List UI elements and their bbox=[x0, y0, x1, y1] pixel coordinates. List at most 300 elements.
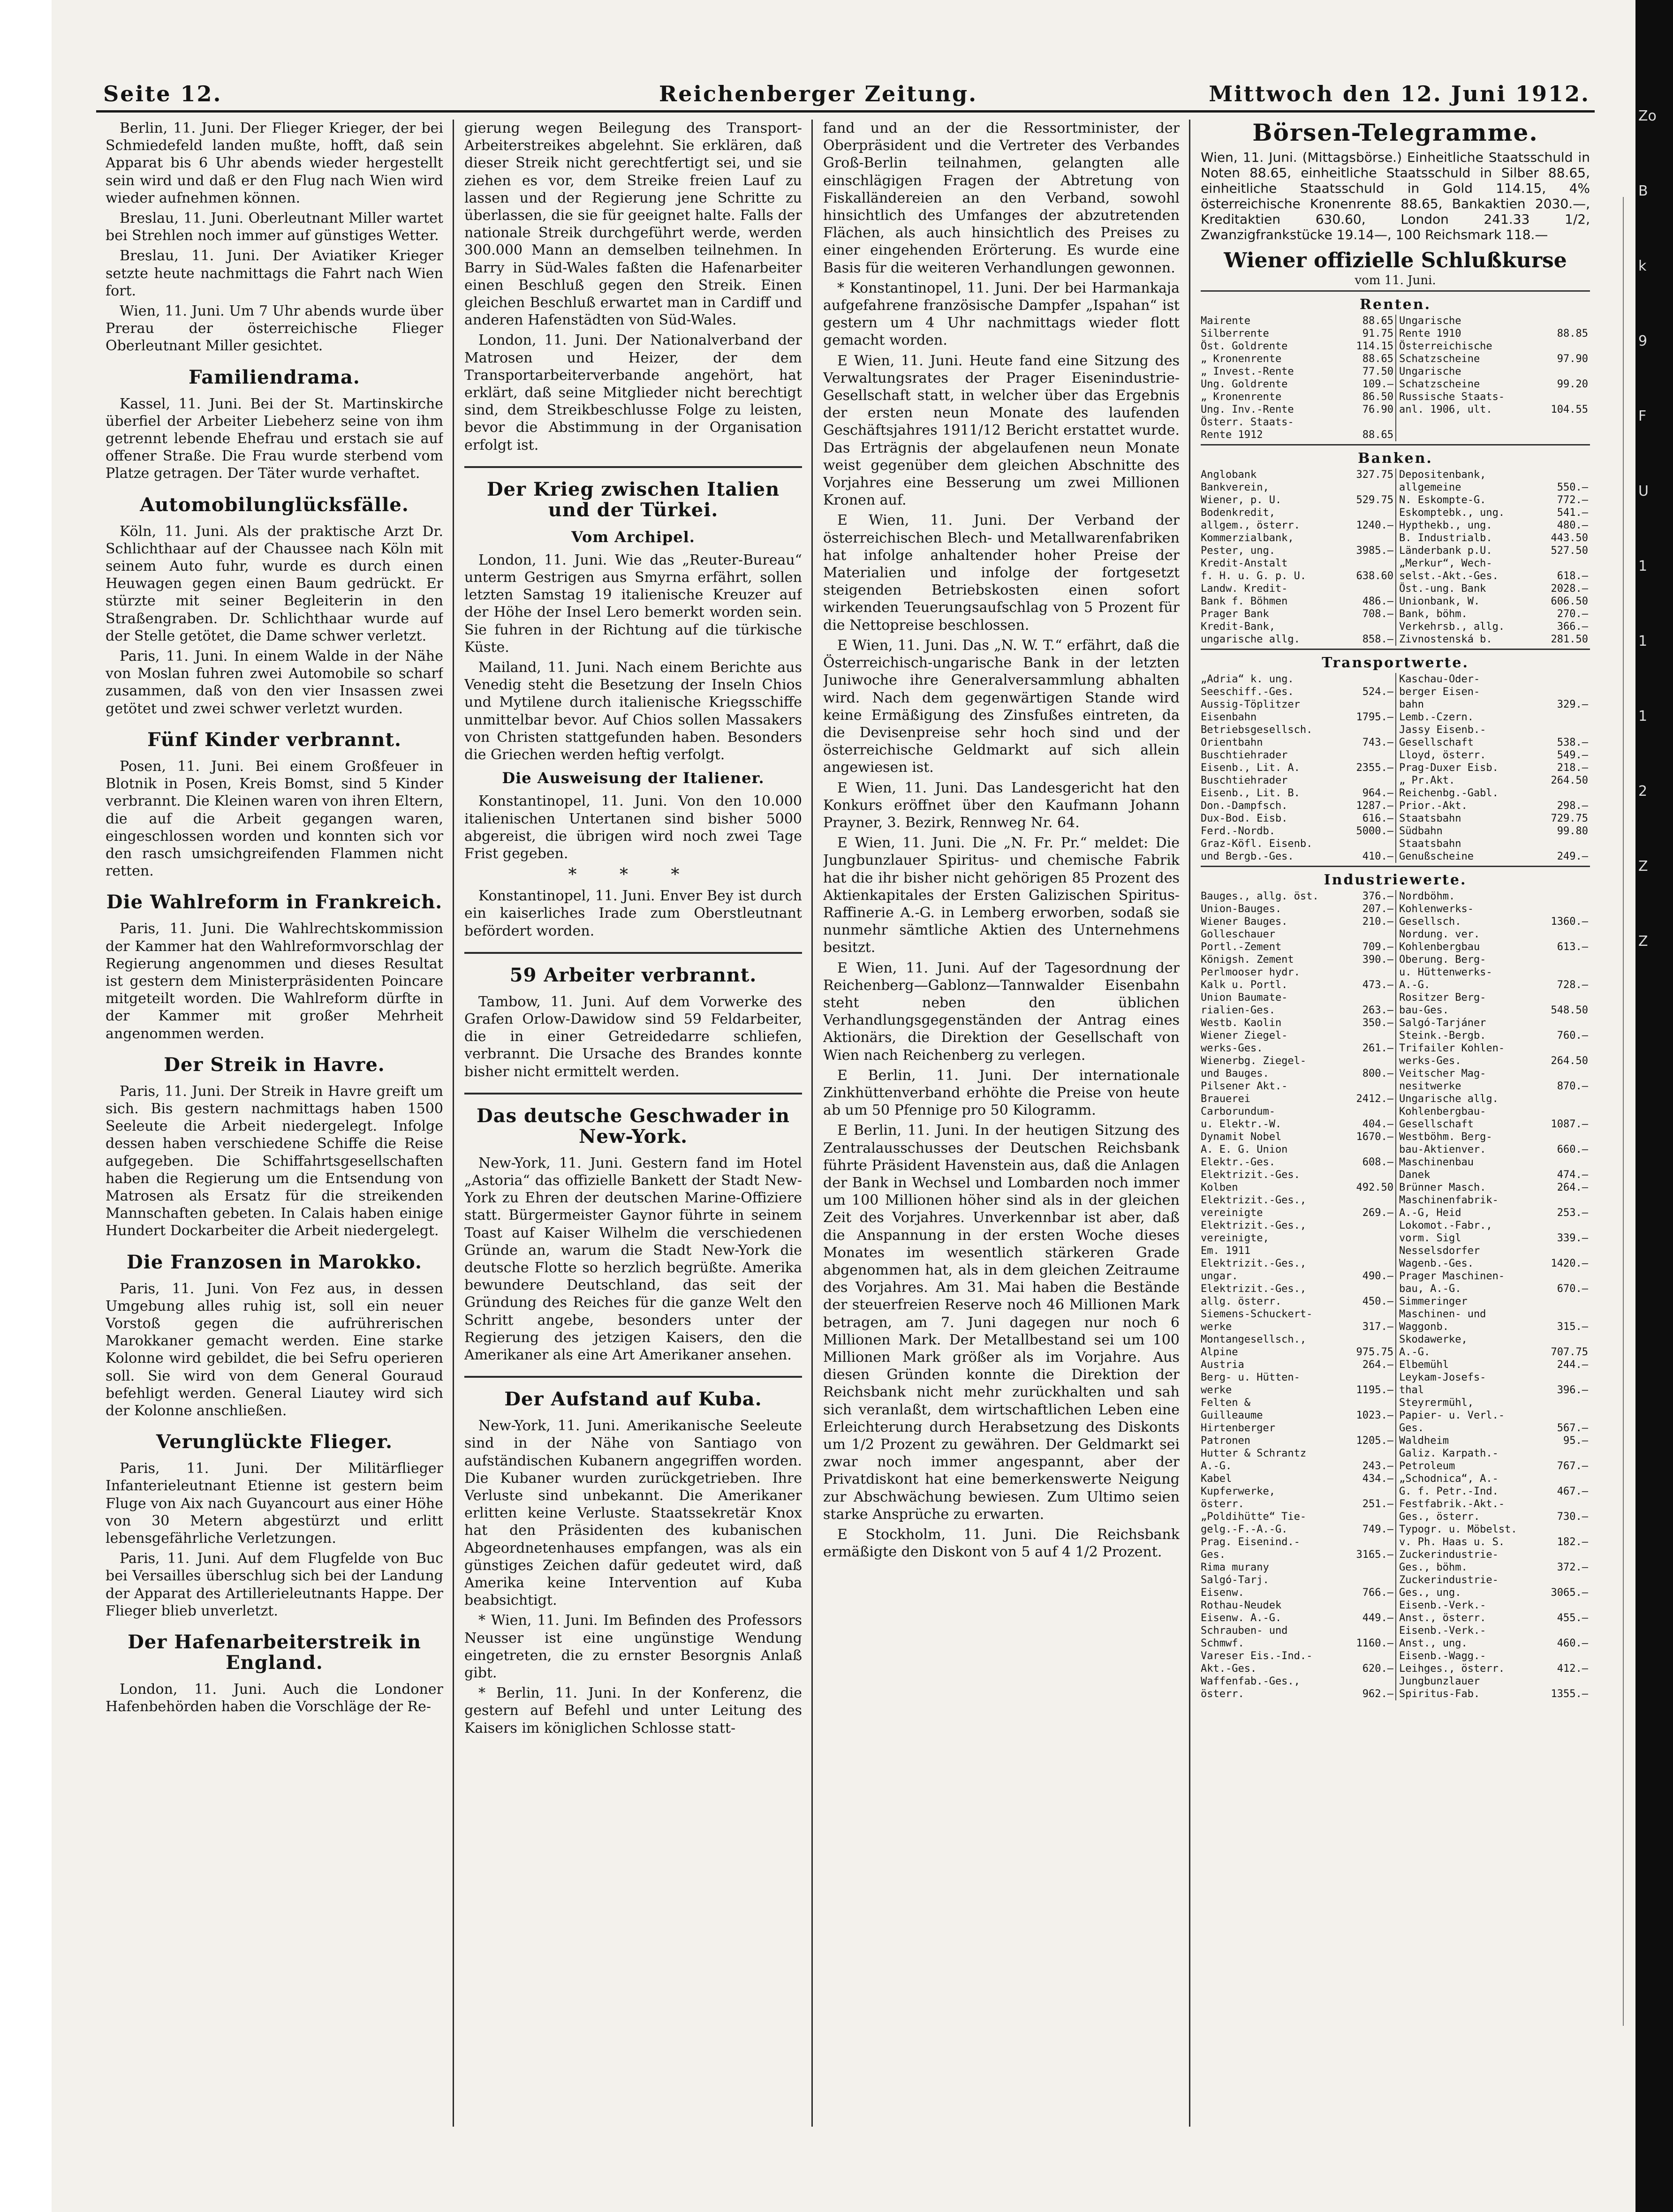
security-price: 270.— bbox=[1557, 608, 1588, 620]
security-price bbox=[1585, 391, 1588, 403]
security-name: Petroleum bbox=[1399, 1460, 1455, 1472]
security-price bbox=[1585, 1219, 1588, 1232]
quote-row bbox=[1399, 1409, 1588, 1422]
midday-exchange-report: Wien, 11. Juni. (Mittagsbörse.) Einheitliche Staatsschuld in Noten 88.65, einheitliche Staatsschuld in Silber 88.65, einheitliche Staatsschuld in Gold 114.15, 4% österreichische Kronenrente 88.65, Bankaktien 2030.—, Kreditaktien 630.60, London 241.33 1/2, Zwanzigfrankstücke 19.14—, 100 Reichsmark 118.— bbox=[1201, 150, 1590, 242]
security-name: Ges., böhm. bbox=[1399, 1562, 1468, 1573]
quote-row bbox=[1399, 582, 1588, 595]
security-price bbox=[1391, 506, 1393, 519]
security-price bbox=[1391, 416, 1393, 429]
quote-row bbox=[1201, 1029, 1393, 1042]
security-name: bau-Aktienver. bbox=[1399, 1144, 1486, 1155]
quote-row bbox=[1201, 570, 1393, 582]
column-2 bbox=[464, 120, 802, 2136]
quote-row bbox=[1399, 1447, 1588, 1460]
quote-row bbox=[1399, 749, 1588, 762]
quote-row bbox=[1399, 1536, 1588, 1548]
cropped-text-fragment: k bbox=[1638, 258, 1647, 274]
quote-row bbox=[1399, 506, 1588, 519]
security-name: Oberung. Berg- bbox=[1399, 954, 1486, 966]
news-paragraph: Paris, 11. Juni. Der Militärflieger Infanterieleutnant Etienne ist gestern beim Fluge von Aix nach Guyancourt aus einer Höhe von 30 Metern abgestürzt und erlitt lebensgefährliche Verletzungen. bbox=[106, 1460, 443, 1547]
quote-row bbox=[1399, 1004, 1588, 1017]
security-name: f. H. u. G. p. U. bbox=[1201, 570, 1307, 582]
security-price: 329.— bbox=[1557, 699, 1588, 710]
security-name: Elektr.-Ges. bbox=[1201, 1156, 1275, 1168]
security-name: Ges. bbox=[1399, 1422, 1424, 1434]
quote-row bbox=[1201, 532, 1393, 544]
security-price: 243.— bbox=[1362, 1460, 1393, 1472]
security-name: Mairente bbox=[1201, 315, 1250, 327]
security-name: Kalk u. Portl. bbox=[1201, 979, 1288, 991]
quote-row bbox=[1201, 1599, 1393, 1612]
security-price bbox=[1585, 1548, 1588, 1561]
issue-date: Mittwoch den 12. Juni 1912. bbox=[1209, 81, 1590, 106]
news-paragraph: London, 11. Juni. Der Nationalverband der Matrosen und Heizer, der dem Transportarbeiterverbande angehört, hat erklärt, daß seine Mitglieder nicht berechtigt sind, dem Streikbeschlusse Folge zu leisten, bevor die Abstimmung in der Organisation erfolgt ist. bbox=[464, 332, 802, 453]
security-price bbox=[1391, 749, 1393, 762]
quote-row bbox=[1201, 1650, 1393, 1662]
quote-row bbox=[1399, 1042, 1588, 1055]
security-price: 729.75 bbox=[1551, 813, 1588, 824]
quote-table-half bbox=[1395, 890, 1590, 1700]
quote-row bbox=[1201, 928, 1393, 941]
security-price bbox=[1391, 1308, 1393, 1321]
quote-row bbox=[1399, 532, 1588, 544]
security-price: 412.— bbox=[1557, 1663, 1588, 1675]
news-paragraph: Breslau, 11. Juni. Oberleutnant Miller wartet bei Strehlen noch immer auf günstiges Wetter. bbox=[106, 210, 443, 244]
security-price bbox=[1391, 1333, 1393, 1346]
news-paragraph: London, 11. Juni. Auch die Londoner Hafenbehörden haben die Vorschläge der Re- bbox=[106, 1681, 443, 1715]
quote-row bbox=[1399, 1688, 1588, 1700]
security-name: Carborundum- bbox=[1201, 1106, 1275, 1117]
quote-row bbox=[1201, 953, 1393, 966]
security-name: Ges., ung. bbox=[1399, 1587, 1461, 1599]
quote-row bbox=[1201, 787, 1393, 800]
security-name: Jungbunzlauer bbox=[1399, 1676, 1480, 1687]
security-price: 964.— bbox=[1362, 787, 1393, 799]
quote-row bbox=[1399, 544, 1588, 557]
quote-row bbox=[1201, 353, 1393, 365]
security-price: 114.15 bbox=[1356, 340, 1393, 352]
security-price bbox=[1585, 1409, 1588, 1422]
security-price bbox=[1585, 838, 1588, 850]
news-paragraph: E Berlin, 11. Juni. Der internationale Zinkhüttenverband erhöhte die Preise von heute ab um 50 Pfennige pro 50 Kilogramm. bbox=[823, 1067, 1180, 1119]
quote-row bbox=[1201, 327, 1393, 340]
quote-row bbox=[1201, 812, 1393, 825]
quote-row bbox=[1201, 1143, 1393, 1156]
quote-row bbox=[1201, 1080, 1393, 1093]
quote-row bbox=[1399, 1105, 1588, 1118]
news-paragraph: * Berlin, 11. Juni. In der Konferenz, die gestern auf Befehl und unter Leitung des Kaisers im königlichen Schlosse statt- bbox=[464, 1685, 802, 1736]
security-price bbox=[1585, 1156, 1588, 1169]
security-price bbox=[1585, 711, 1588, 724]
quote-row bbox=[1399, 686, 1588, 698]
quote-row bbox=[1201, 1688, 1393, 1700]
quote-row bbox=[1399, 1308, 1588, 1321]
security-name: Papier- u. Verl.- bbox=[1399, 1410, 1505, 1421]
security-name: Akt.-Ges. bbox=[1201, 1663, 1257, 1675]
security-price bbox=[1585, 890, 1588, 903]
security-price: 1795.— bbox=[1356, 711, 1393, 723]
quote-row bbox=[1201, 544, 1393, 557]
security-name: Prior.-Akt. bbox=[1399, 800, 1468, 812]
security-price: 467.— bbox=[1557, 1486, 1588, 1497]
security-name: Leihges., österr. bbox=[1399, 1663, 1505, 1675]
security-name: Berg- u. Hütten- bbox=[1201, 1372, 1300, 1383]
security-name: Brauerei bbox=[1201, 1093, 1250, 1105]
section-divider bbox=[1201, 866, 1590, 867]
scan-margin-right bbox=[1635, 0, 1673, 2212]
cropped-text-fragment: 1 bbox=[1638, 708, 1648, 725]
security-price: 618.— bbox=[1557, 570, 1588, 582]
security-price: 3065.— bbox=[1551, 1587, 1588, 1599]
quote-row bbox=[1399, 633, 1588, 646]
quote-row bbox=[1201, 1219, 1393, 1232]
news-paragraph: London, 11. Juni. Wie das „Reuter-Bureau“ unterm Gestrigen aus Smyrna erfährt, sollen letzten Samstag 19 italienische Kreuzer auf der Höhe der Insel Lero bemerkt worden sein. Sie fuhren in der Richtung auf die türkische Küste. bbox=[464, 551, 802, 656]
quote-row bbox=[1201, 979, 1393, 991]
security-name: Öst. Goldrente bbox=[1201, 340, 1288, 352]
security-price: 5000.— bbox=[1356, 825, 1393, 837]
news-paragraph: fand und an der die Ressortminister, der Oberpräsident und die Vertreter des Verbandes Groß-Berlin teilnahmen, gelangten alle einschlägigen Fragen der Abtretung von Fiskalländereien an den Verband, sowohl hinsichtlich des Umfanges der abzutretenden Flächen, als auch hinsichtlich des Preises zu einer eingehenden Erörterung. Es wurde eine Basis für die weiteren Verhandlungen gewonnen. bbox=[823, 120, 1180, 276]
quote-row bbox=[1201, 1295, 1393, 1308]
quote-row bbox=[1201, 365, 1393, 378]
cropped-text-fragment: Z bbox=[1638, 858, 1648, 875]
quote-row bbox=[1201, 673, 1393, 686]
security-name: Wiener Bauges. bbox=[1201, 916, 1288, 928]
security-name: Ungarische allg. bbox=[1399, 1093, 1499, 1105]
quote-row bbox=[1399, 903, 1588, 915]
security-name: Südbahn bbox=[1399, 825, 1443, 837]
security-name: Montangesellsch., bbox=[1201, 1334, 1307, 1345]
quote-row bbox=[1399, 711, 1588, 724]
security-name: Hutter & Schrantz bbox=[1201, 1448, 1307, 1459]
security-name: Wiener, p. U. bbox=[1201, 494, 1282, 506]
security-price: 2412.— bbox=[1356, 1093, 1393, 1105]
section-headline: Familiendrama. bbox=[189, 366, 360, 388]
security-name: Zuckerindustrie- bbox=[1399, 1549, 1499, 1561]
quote-row bbox=[1201, 1270, 1393, 1283]
security-name: Genußscheine bbox=[1399, 851, 1474, 862]
news-paragraph: Posen, 11. Juni. Bei einem Großfeuer in Blotnik in Posen, Kreis Bomst, sind 5 Kinder verbrannt. Die Kleinen waren von ihren Eltern, die auf die Arbeit gegangen waren, eingeschlossen worden und konnten sich vor den rasch umsichgreifenden Flammen nicht retten. bbox=[106, 758, 443, 880]
quote-row bbox=[1201, 582, 1393, 595]
security-price bbox=[1391, 1371, 1393, 1384]
security-name: Veitscher Mag- bbox=[1399, 1068, 1486, 1080]
security-price bbox=[1585, 1067, 1588, 1080]
security-name: Anst., ung. bbox=[1399, 1638, 1468, 1649]
quote-row bbox=[1201, 1333, 1393, 1346]
security-name: Hypthekb., ung. bbox=[1399, 520, 1492, 531]
security-name: Reichenbg.-Gabl. bbox=[1399, 787, 1499, 799]
security-name: Waffenfab.-Ges., bbox=[1201, 1676, 1300, 1687]
column-1 bbox=[106, 120, 443, 2136]
quote-row bbox=[1399, 1283, 1588, 1295]
quote-row bbox=[1201, 1574, 1393, 1586]
security-name: Waldheim bbox=[1399, 1435, 1449, 1447]
quote-row bbox=[1201, 506, 1393, 519]
security-name: Zuckerindustrie- bbox=[1399, 1574, 1499, 1586]
security-price bbox=[1585, 1523, 1588, 1536]
security-price bbox=[1585, 1245, 1588, 1257]
security-name: Maschinenfabrik- bbox=[1399, 1194, 1499, 1206]
quote-row bbox=[1399, 1029, 1588, 1042]
stock-telegram-title: Börsen-Telegramme. bbox=[1252, 120, 1538, 146]
quote-row bbox=[1399, 1650, 1588, 1662]
security-name: Buschtiehrader bbox=[1201, 775, 1288, 786]
security-name: Galiz. Karpath.- bbox=[1399, 1448, 1499, 1459]
security-price: 99.20 bbox=[1557, 378, 1588, 390]
quote-row bbox=[1201, 1346, 1393, 1359]
quote-row bbox=[1399, 1510, 1588, 1523]
quote-row bbox=[1399, 825, 1588, 838]
security-name: Kommerzialbank, bbox=[1201, 532, 1294, 544]
security-name: Perlmooser hydr. bbox=[1201, 966, 1300, 978]
security-name: Schatzscheine bbox=[1399, 353, 1480, 365]
security-price: 450.— bbox=[1362, 1296, 1393, 1307]
security-name: nesitwerke bbox=[1399, 1080, 1461, 1092]
quote-row bbox=[1201, 850, 1393, 863]
security-price bbox=[1585, 1498, 1588, 1510]
quote-row bbox=[1201, 890, 1393, 903]
quote-row bbox=[1201, 1498, 1393, 1510]
quote-row bbox=[1399, 1472, 1588, 1485]
column-rule bbox=[453, 120, 454, 2127]
quote-row bbox=[1399, 1574, 1588, 1586]
security-price bbox=[1391, 1080, 1393, 1093]
stock-exchange-column bbox=[1201, 120, 1590, 2136]
security-price: 249.— bbox=[1557, 851, 1588, 862]
security-name: Lloyd, österr. bbox=[1399, 749, 1486, 761]
quote-row bbox=[1399, 1561, 1588, 1574]
news-paragraph: E Wien, 11. Juni. Der Verband der österreichischen Blech- und Metallwarenfabriken hat infolge anhaltender hoher Preise der Materialien und infolge der fortgesetzt steigenden Betriebskosten einen sofort wirkenden Teuerungsaufschlag von 5 Prozent für die Nettopreise beschlossen. bbox=[823, 512, 1180, 634]
cropped-text-fragment: 2 bbox=[1638, 783, 1648, 800]
security-price: 88.65 bbox=[1362, 353, 1393, 365]
quote-row bbox=[1399, 353, 1588, 365]
quote-row bbox=[1201, 1232, 1393, 1245]
security-name: Verkehrsb., allg. bbox=[1399, 621, 1505, 633]
security-price: 317.— bbox=[1362, 1321, 1393, 1333]
security-name: Buschtiehrader bbox=[1201, 749, 1288, 761]
section-headline: 59 Arbeiter verbrannt. bbox=[464, 952, 802, 986]
security-name: Nordung. ver. bbox=[1399, 929, 1480, 940]
security-price: 95.— bbox=[1563, 1435, 1588, 1447]
security-name: vereinigte bbox=[1201, 1207, 1263, 1219]
security-price: 549.— bbox=[1557, 749, 1588, 761]
quote-row bbox=[1201, 608, 1393, 620]
security-price: 88.85 bbox=[1557, 328, 1588, 340]
security-name: Prager Bank bbox=[1201, 608, 1269, 620]
security-price: 339.— bbox=[1557, 1232, 1588, 1244]
quote-row bbox=[1399, 1548, 1588, 1561]
quote-row bbox=[1399, 1523, 1588, 1536]
security-name: Österreichische bbox=[1399, 340, 1492, 352]
quote-row bbox=[1201, 1637, 1393, 1650]
security-price bbox=[1585, 1675, 1588, 1688]
security-name: Silberrente bbox=[1201, 328, 1269, 340]
security-price bbox=[1391, 620, 1393, 633]
security-price: 264.— bbox=[1557, 1182, 1588, 1193]
quote-row bbox=[1399, 953, 1588, 966]
quote-row bbox=[1399, 1245, 1588, 1257]
quote-row bbox=[1201, 620, 1393, 633]
security-price bbox=[1391, 991, 1393, 1004]
security-price: 88.65 bbox=[1362, 429, 1393, 441]
security-name: Bauges., allg. öst. bbox=[1201, 891, 1319, 902]
security-name: „Adria“ k. ung. bbox=[1201, 673, 1294, 685]
security-price: 104.55 bbox=[1551, 404, 1588, 415]
news-paragraph: E Wien, 11. Juni. Heute fand eine Sitzung des Verwaltungsrates der Prager Eisenindustrie-Gesellschaft statt, in welcher über das Ergebnis der ersten neun Monate des laufenden Geschäftsjahres 1911/12 Bericht erstattet wurde. Das Erträgnis der abgelaufenen neun Monate weist gegenüber dem gleichen Abschnitte des Vorjahres eine Besserung um zwei Millionen Kronen auf. bbox=[823, 352, 1180, 509]
security-price: 244.— bbox=[1557, 1359, 1588, 1371]
security-name: Kohlenbergbau bbox=[1399, 941, 1480, 953]
quote-row bbox=[1201, 838, 1393, 850]
security-name: Wienerbg. Ziegel- bbox=[1201, 1055, 1307, 1067]
security-name: Salgó-Tarjáner bbox=[1399, 1017, 1486, 1029]
news-paragraph: E Wien, 11. Juni. Das Landesgericht hat den Konkurs eröffnet über den Kaufmann Johann Prayner, 3. Bezirk, Rennweg Nr. 64. bbox=[823, 779, 1180, 831]
quote-row bbox=[1399, 1662, 1588, 1675]
security-price: 707.75 bbox=[1551, 1346, 1588, 1358]
security-name: Maschinen- und bbox=[1399, 1308, 1486, 1320]
security-price bbox=[1391, 1105, 1393, 1118]
security-price: 749.— bbox=[1362, 1524, 1393, 1535]
security-name: Rente 1912 bbox=[1201, 429, 1263, 441]
security-price bbox=[1585, 468, 1588, 481]
security-price bbox=[1391, 1675, 1393, 1688]
quote-row bbox=[1201, 633, 1393, 646]
security-price bbox=[1391, 582, 1393, 595]
quote-row bbox=[1399, 1080, 1588, 1093]
security-price bbox=[1391, 1245, 1393, 1257]
quote-row bbox=[1399, 1397, 1588, 1409]
security-name: „Merkur“, Wech- bbox=[1399, 558, 1492, 569]
security-name: Schrauben- und bbox=[1201, 1625, 1288, 1637]
quote-row bbox=[1399, 403, 1588, 416]
security-name: Bank, böhm. bbox=[1399, 608, 1468, 620]
security-name: Hirtenberger bbox=[1201, 1422, 1275, 1434]
security-price: 396.— bbox=[1557, 1384, 1588, 1396]
quote-row bbox=[1399, 736, 1588, 749]
security-name: „Schodnica“, A.- bbox=[1399, 1473, 1499, 1485]
quote-row bbox=[1399, 774, 1588, 787]
security-price bbox=[1585, 903, 1588, 915]
quote-table-half bbox=[1201, 315, 1395, 441]
news-paragraph: Konstantinopel, 11. Juni. Von den 10.000 italienischen Untertanen sind bisher 5000 abgereist, die übrigen wird noch zwei Tage Frist gegeben. bbox=[464, 793, 802, 862]
security-name: Eisenw. bbox=[1201, 1587, 1244, 1599]
security-price bbox=[1391, 1536, 1393, 1548]
security-name: Kredit-Bank, bbox=[1201, 621, 1275, 633]
quote-row bbox=[1399, 468, 1588, 481]
security-price: 730.— bbox=[1557, 1511, 1588, 1523]
quote-row bbox=[1201, 1004, 1393, 1017]
quote-table-half bbox=[1201, 890, 1395, 1700]
security-name: „ Invest.-Rente bbox=[1201, 366, 1294, 377]
security-name: Vareser Eis.-Ind.- bbox=[1201, 1650, 1313, 1662]
security-name: Elektrizit.-Ges., bbox=[1201, 1258, 1307, 1269]
security-name: Elektrizit.-Ges., bbox=[1201, 1220, 1307, 1231]
security-price: 269.— bbox=[1362, 1207, 1393, 1219]
security-price bbox=[1391, 1194, 1393, 1207]
quote-table bbox=[1201, 468, 1590, 646]
security-name: Waggonb. bbox=[1399, 1321, 1449, 1333]
security-price: 473.— bbox=[1362, 979, 1393, 991]
quote-row bbox=[1201, 1662, 1393, 1675]
quote-row bbox=[1399, 812, 1588, 825]
security-price: 527.50 bbox=[1551, 545, 1588, 557]
security-name: Bankverein, bbox=[1201, 482, 1269, 493]
security-name: Spiritus-Fab. bbox=[1399, 1688, 1480, 1700]
security-name: Pilsener Akt.- bbox=[1201, 1080, 1288, 1092]
security-price: 608.— bbox=[1362, 1156, 1393, 1168]
section-headline: Verunglückte Flieger. bbox=[156, 1431, 393, 1453]
quote-row bbox=[1201, 1093, 1393, 1105]
news-paragraph: New-York, 11. Juni. Amerikanische Seeleute sind in der Nähe von Santiago von aufständischen Kubanern angegriffen worden. Die Kubaner wurden zurückgetrieben. Ihre Verluste sind unbekannt. Die Amerikaner erlitten keine Verluste. Staatssekretär Knox hat den Präsidenten des kubanischen Abgeordnetenhauses empfangen, was als ein günstiges Zeichen dafür gedeutet wird, daß Amerika keine Intervention auf Kuba beabsichtigt. bbox=[464, 1418, 802, 1609]
security-name: allg. österr. bbox=[1201, 1296, 1282, 1307]
quote-row bbox=[1399, 1270, 1588, 1283]
security-price bbox=[1391, 966, 1393, 979]
security-price: 474.— bbox=[1557, 1169, 1588, 1181]
quote-section-title: Banken. bbox=[1358, 450, 1433, 467]
security-name: Pester, ung. bbox=[1201, 545, 1275, 557]
security-price: 3985.— bbox=[1356, 545, 1393, 557]
security-name: thal bbox=[1399, 1384, 1424, 1396]
security-name: Em. 1911 bbox=[1201, 1245, 1250, 1257]
quote-row bbox=[1399, 787, 1588, 800]
news-paragraph: New-York, 11. Juni. Gestern fand im Hotel „Astoria“ das offizielle Bankett der Stadt New-York zu Ehren der deutschen Marine-Offiziere statt. Bürgermeister Gaynor führte in seinem Toast auf Kaiser Wilhelm die verschiedenen Gründe an, warum die Stadt New-York die deutsche Flotte so herzlich begrüßte. Amerika bewundere Deutschland, das seit der Gründung des Reiches für die ganze Welt den Schritt angebe, besonders unter der Regierung des jetzigen Kaisers, den die Amerikaner als eine Art Amerikaner ansehen. bbox=[464, 1155, 802, 1363]
security-name: und Bauges. bbox=[1201, 1068, 1269, 1080]
news-paragraph: Breslau, 11. Juni. Der Aviatiker Krieger setzte heute nachmittags die Fahrt nach Wien fort. bbox=[106, 248, 443, 299]
security-name: Prag-Duxer Eisb. bbox=[1399, 762, 1499, 774]
security-name: allgem., österr. bbox=[1201, 520, 1300, 531]
security-name: Anst., österr. bbox=[1399, 1612, 1486, 1624]
quote-table-half bbox=[1201, 673, 1395, 863]
security-price bbox=[1585, 1447, 1588, 1460]
security-price: 538.— bbox=[1557, 737, 1588, 748]
quote-row bbox=[1399, 698, 1588, 711]
security-name: A. E. G. Union bbox=[1201, 1144, 1288, 1155]
security-name: Zivnostenská b. bbox=[1399, 634, 1492, 645]
news-paragraph: Wien, 11. Juni. Um 7 Uhr abends wurde über Prerau der österreichische Flieger Oberleutnant Miller gesichtet. bbox=[106, 303, 443, 355]
security-price: 975.75 bbox=[1356, 1346, 1393, 1358]
quote-row bbox=[1201, 774, 1393, 787]
security-price bbox=[1585, 365, 1588, 378]
security-price: 709.— bbox=[1362, 941, 1393, 953]
security-price: 443.50 bbox=[1551, 532, 1588, 544]
closing-prices-date: vom 11. Juni. bbox=[1355, 273, 1436, 287]
security-price bbox=[1585, 1397, 1588, 1409]
quote-row bbox=[1201, 1156, 1393, 1169]
security-name: Ungarische bbox=[1399, 315, 1461, 327]
security-name: Maschinenbau bbox=[1399, 1156, 1474, 1168]
security-name: Prag. Eisenind.- bbox=[1201, 1536, 1300, 1548]
security-name: Ungarische bbox=[1399, 366, 1461, 377]
security-name: Ferd.-Nordb. bbox=[1201, 825, 1275, 837]
security-name: Russische Staats- bbox=[1399, 391, 1505, 403]
security-name: werke bbox=[1201, 1384, 1232, 1396]
quote-row bbox=[1201, 825, 1393, 838]
security-price bbox=[1585, 1093, 1588, 1105]
news-paragraph: Paris, 11. Juni. In einem Walde in der Nähe von Moslan fuhren zwei Automobile so scharf zusammen, daß von den vier Insassen zwei getötet und zwei schwer verletzt wurden. bbox=[106, 648, 443, 717]
security-name: Kohlenwerks- bbox=[1399, 903, 1474, 915]
security-name: Rente 1910 bbox=[1399, 328, 1461, 340]
quote-row bbox=[1201, 1308, 1393, 1321]
quote-row bbox=[1399, 365, 1588, 378]
quote-section-title: Transportwerte. bbox=[1322, 655, 1469, 671]
security-price bbox=[1585, 1624, 1588, 1637]
quote-row bbox=[1201, 966, 1393, 979]
quote-row bbox=[1201, 403, 1393, 416]
security-name: Kupferwerke, bbox=[1201, 1486, 1275, 1497]
security-name: österr. bbox=[1201, 1688, 1244, 1700]
security-price bbox=[1585, 1131, 1588, 1143]
quote-row bbox=[1201, 1510, 1393, 1523]
section-headline: Die Wahlreform in Frankreich. bbox=[106, 891, 443, 913]
security-name: Eisenb., Lit. A. bbox=[1201, 762, 1300, 774]
